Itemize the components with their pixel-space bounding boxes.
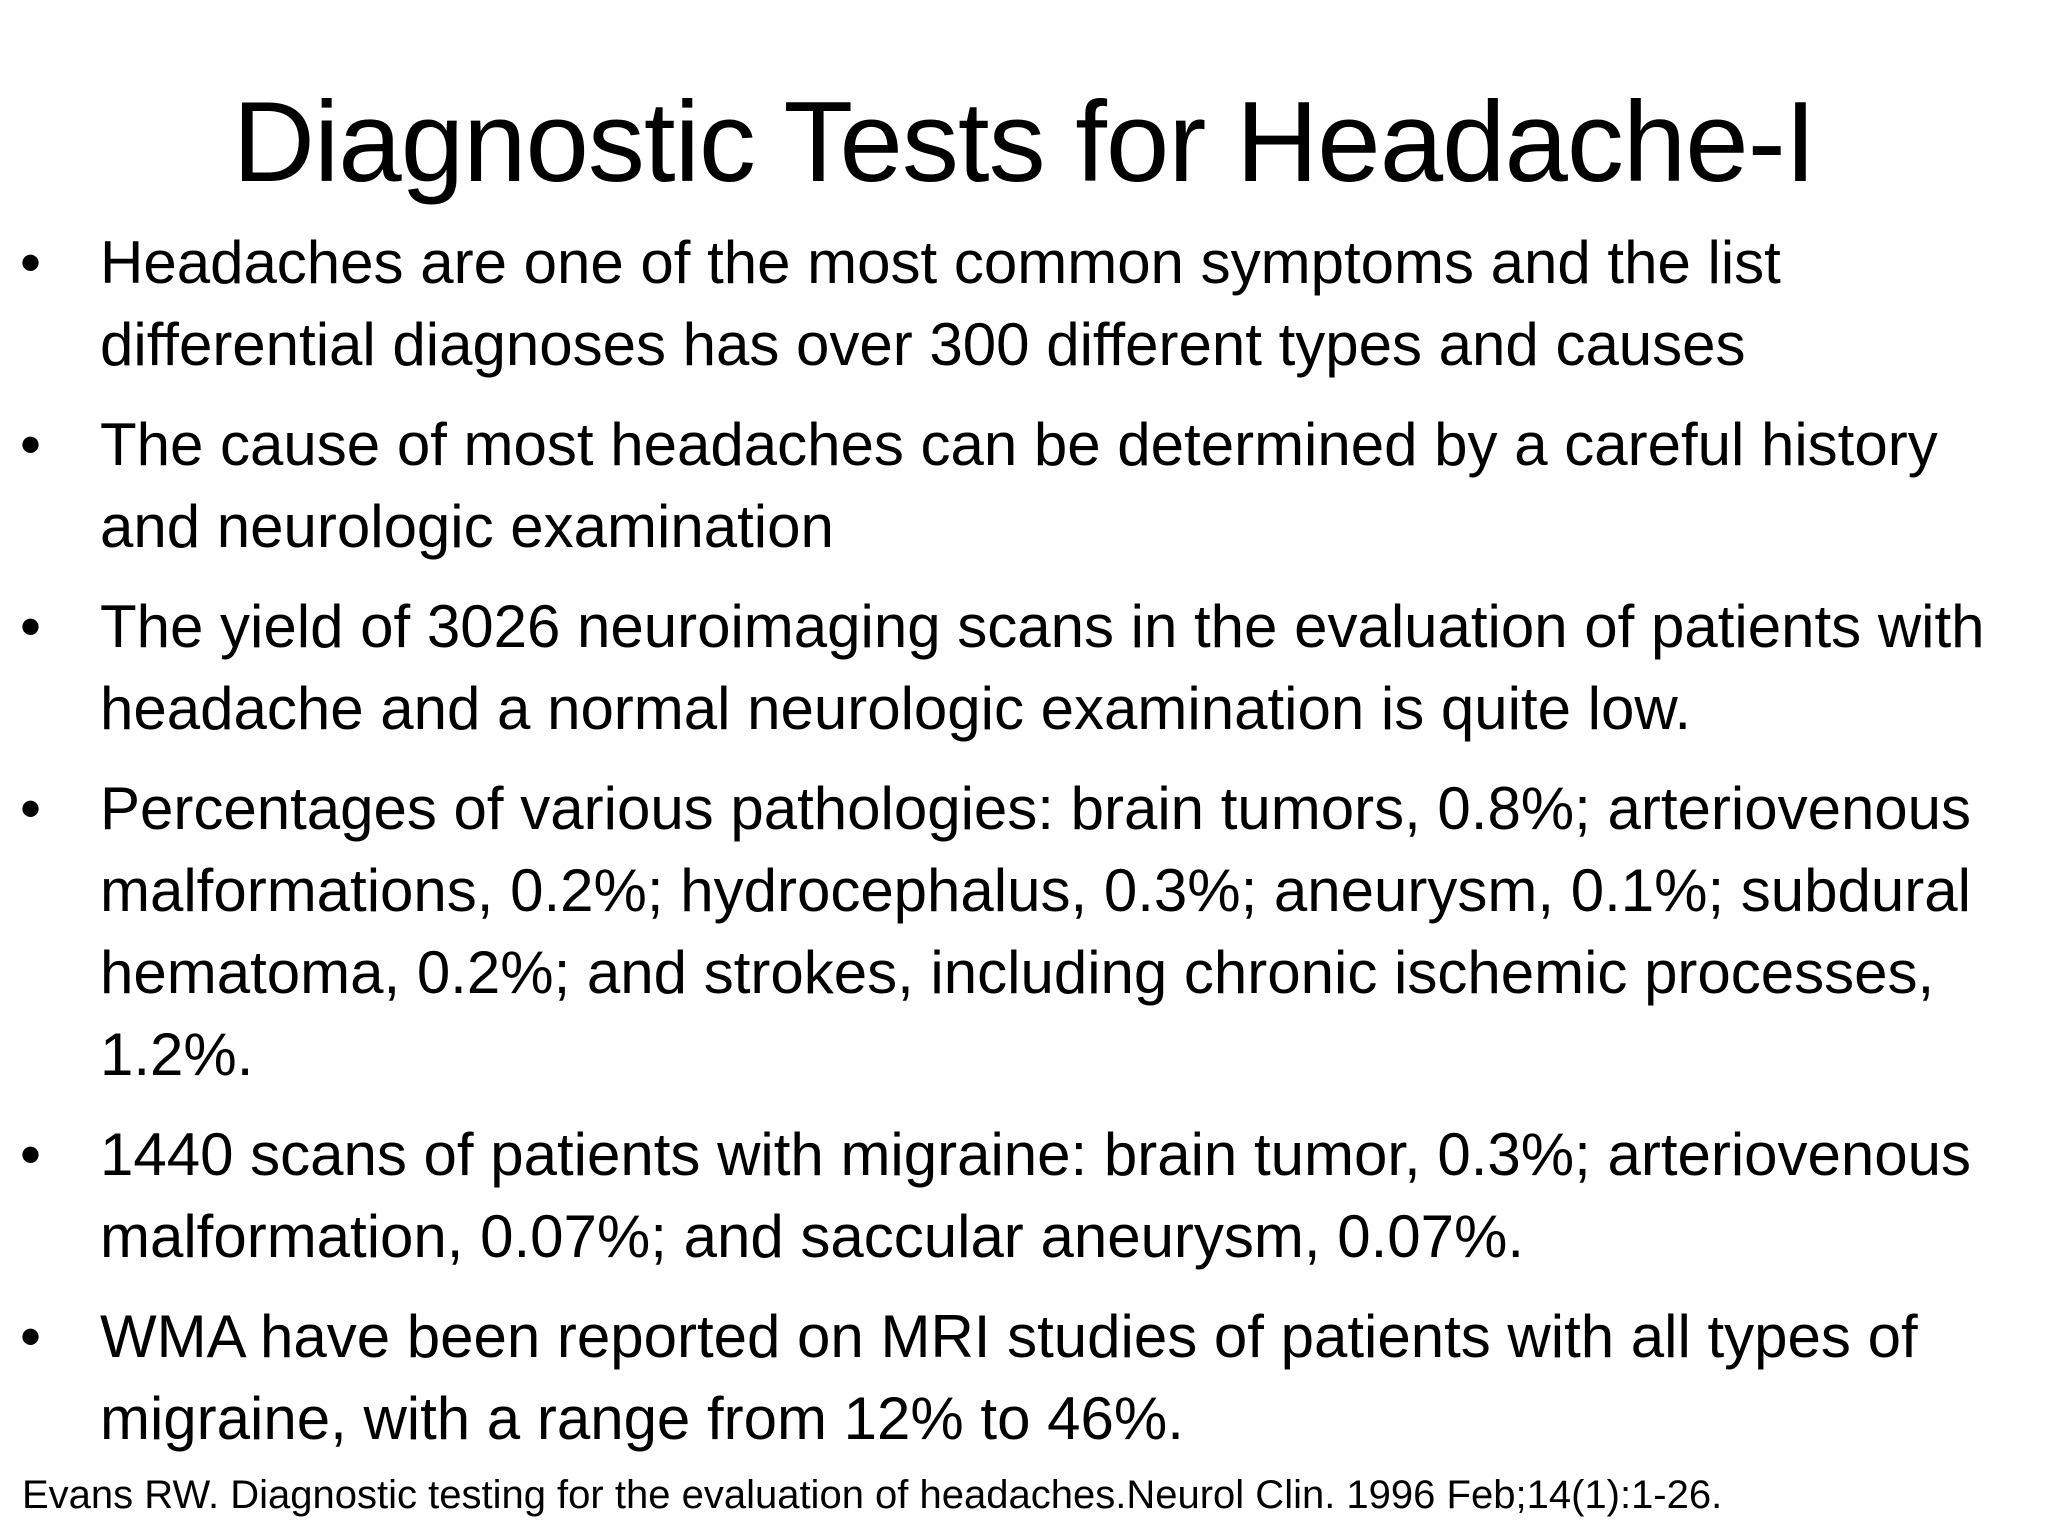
bullet-item [0,404,2048,568]
bullet-icon: • [20,775,42,842]
bullet-text: WMA have been reported on MRI studies of patients with all types of migraine, with a range from 12% to 46%. [100,1303,1918,1452]
bullet-icon: • [20,411,42,478]
bullet-text: Headaches are one of the most common symptoms and the list differential diagnoses has over 300 different types and causes [100,229,1781,378]
bullet-text: Percentages of various pathologies: brain tumors, 0.8%; arteriovenous malformations, 0.2%; hydrocephalus, 0.3%; aneurysm, 0.1%; subdural hematoma, 0.2%; and strokes, including chronic ischemic processes, 1.2%. [100,775,1972,1088]
bullet-list [0,222,2048,1478]
bullet-item [0,222,2048,386]
bullet-text: 1440 scans of patients with migraine: brain tumor, 0.3%; arteriovenous malformation, 0.07%; and saccular aneurysm, 0.07%. [100,1121,1972,1270]
bullet-item [0,768,2048,1096]
citation: Evans RW. Diagnostic testing for the evaluation of headaches.Neurol Clin. 1996 Feb;14(1):1-26. [22,1473,1723,1517]
slide-title: Diagnostic Tests for Headache-I [232,79,1816,206]
bullet-item [0,586,2048,750]
bullet-text: The cause of most headaches can be determined by a careful history and neurologic examination [100,411,1938,560]
bullet-item [0,1296,2048,1460]
bullet-icon: • [20,1121,42,1188]
bullet-text: The yield of 3026 neuroimaging scans in the evaluation of patients with headache and a normal neurologic examination is quite low. [100,593,1985,742]
bullet-item [0,1114,2048,1278]
bullet-icon: • [20,229,42,296]
bullet-icon: • [20,593,42,660]
bullet-icon: • [20,1303,42,1370]
